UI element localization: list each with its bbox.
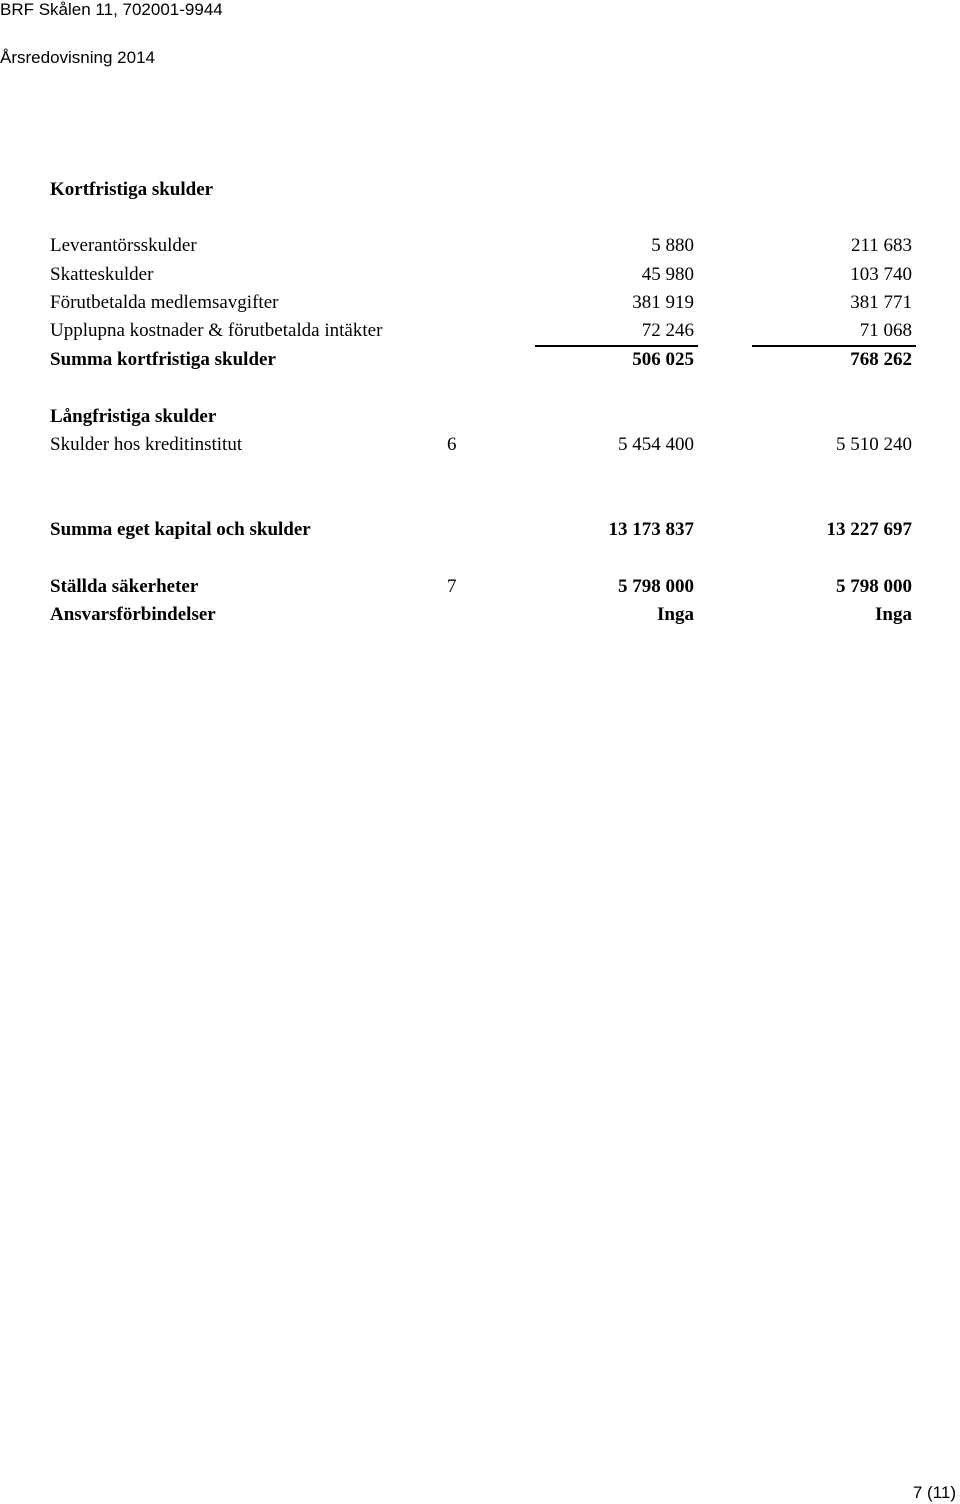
contingent-liabilities-value-2014: Inga	[657, 604, 694, 625]
total-value-2013: 768 262	[850, 349, 912, 370]
subtotal-rule-2013	[752, 345, 916, 347]
note-reference: 6	[447, 434, 457, 455]
value-2014: 5 880	[651, 235, 694, 256]
row-label: Skulder hos kreditinstitut	[50, 434, 243, 455]
value-2013: 71 068	[859, 320, 912, 341]
grand-total-value-2014: 13 173 837	[608, 519, 694, 540]
row-label: Förutbetalda medlemsavgifter	[50, 292, 279, 313]
row-label: Upplupna kostnader & förutbetalda intäkter	[50, 320, 383, 341]
table-row	[0, 263, 960, 287]
grand-total-value-2013: 13 227 697	[826, 519, 912, 540]
section-heading-label: Långfristiga skulder	[50, 406, 217, 427]
grand-total-row	[0, 518, 960, 542]
value-2013: 211 683	[850, 235, 912, 256]
value-2014: 45 980	[641, 264, 694, 285]
total-label: Summa kortfristiga skulder	[50, 349, 276, 370]
contingent-liabilities-row	[0, 603, 960, 627]
contingent-liabilities-value-2013: Inga	[875, 604, 912, 625]
value-2013: 381 771	[850, 292, 912, 313]
value-2013: 103 740	[850, 264, 912, 285]
note-reference: 7	[447, 576, 457, 597]
row-label: Skatteskulder	[50, 264, 154, 285]
pledged-assets-label: Ställda säkerheter	[50, 576, 199, 597]
pledged-assets-row	[0, 575, 960, 599]
table-row	[0, 433, 960, 457]
subtotal-rule-2014	[535, 345, 698, 347]
value-2014: 72 246	[641, 320, 694, 341]
value-2014: 5 454 400	[618, 434, 694, 455]
table-row	[0, 291, 960, 315]
section-heading-langfristiga	[0, 405, 960, 429]
value-2013: 5 510 240	[836, 434, 912, 455]
table-row	[0, 234, 960, 258]
organization-header: BRF Skålen 11, 702001-9944	[0, 0, 223, 19]
pledged-assets-value-2013: 5 798 000	[836, 576, 912, 597]
total-row-kortfristiga	[0, 348, 960, 372]
section-heading-label: Kortfristiga skulder	[50, 179, 214, 200]
grand-total-label: Summa eget kapital och skulder	[50, 519, 311, 540]
section-heading-kortfristiga	[0, 178, 960, 202]
report-title: Årsredovisning 2014	[0, 48, 155, 67]
total-value-2014: 506 025	[632, 349, 694, 370]
table-row	[0, 319, 960, 343]
row-label: Leverantörsskulder	[50, 235, 197, 256]
pledged-assets-value-2014: 5 798 000	[618, 576, 694, 597]
contingent-liabilities-label: Ansvarsförbindelser	[50, 604, 216, 625]
page-number: 7 (11)	[912, 1483, 956, 1502]
value-2014: 381 919	[632, 292, 694, 313]
